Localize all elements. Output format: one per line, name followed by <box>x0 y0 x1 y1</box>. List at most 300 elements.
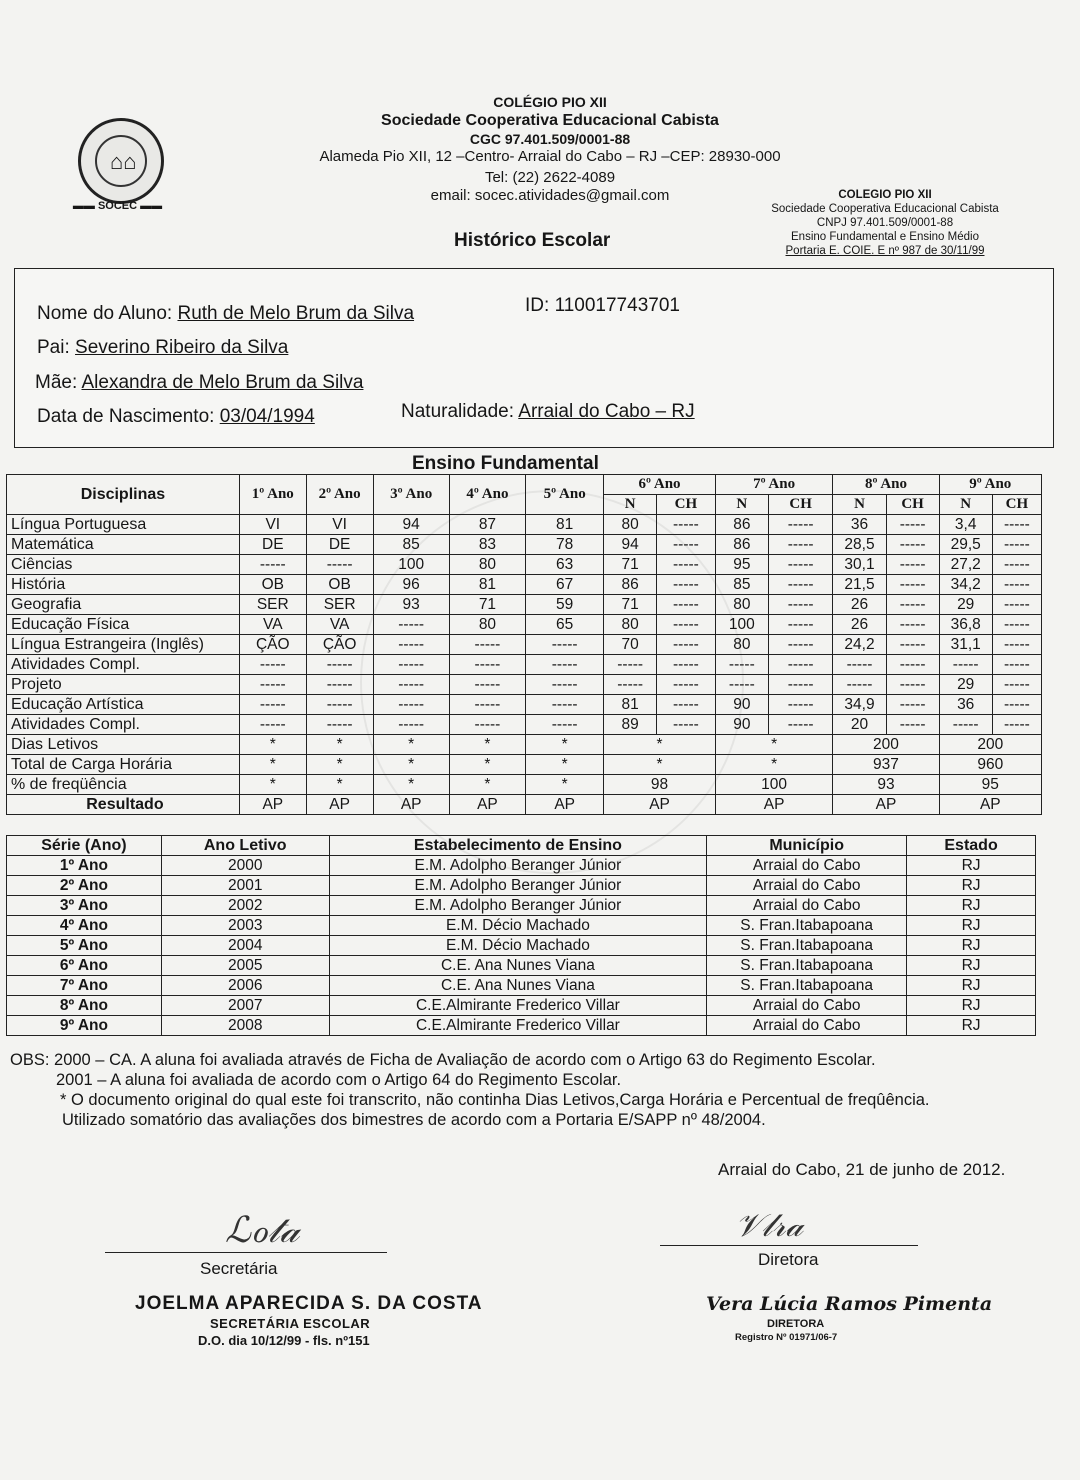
table-row <box>7 715 1042 735</box>
city-cell: S. Fran.Itabapoana <box>707 916 907 936</box>
secretary-registration: D.O. dia 10/12/99 - fls. nº151 <box>198 1333 370 1348</box>
year-cell: 2002 <box>161 896 329 916</box>
grade-cell: ----- <box>992 595 1041 615</box>
grade-cell: ----- <box>526 715 604 735</box>
father-value: Severino Ribeiro da Silva <box>75 337 289 358</box>
obs-line-4: Utilizado somatório das avaliações dos bimestres de acordo com a Portaria E/SAPP nº 48/2004. <box>62 1111 766 1129</box>
grade-cell: ----- <box>657 575 716 595</box>
summary-cell: * <box>526 755 604 775</box>
grade-cell: ----- <box>833 655 886 675</box>
col-estado: Estado <box>907 836 1036 856</box>
birth-label: Data de Nascimento: <box>37 406 215 427</box>
school-cell: C.E. Ana Nunes Viana <box>329 976 707 996</box>
grade-cell: ----- <box>992 635 1041 655</box>
grade-cell: ----- <box>768 715 833 735</box>
table-row <box>7 535 1042 555</box>
grade-cell: 31,1 <box>939 635 992 655</box>
grade-cell: ----- <box>449 675 525 695</box>
grade-cell: 26 <box>833 615 886 635</box>
grade-cell: 65 <box>526 615 604 635</box>
summary-label: Dias Letivos <box>7 735 240 755</box>
table-row <box>7 956 1036 976</box>
table-row <box>7 936 1036 956</box>
serie-cell: 6º Ano <box>7 956 162 976</box>
year-cell: 2001 <box>161 876 329 896</box>
summary-cell: AP <box>526 795 604 815</box>
grade-cell: ----- <box>939 715 992 735</box>
grade-cell: 90 <box>715 695 768 715</box>
year-cell: 2008 <box>161 1016 329 1036</box>
father-label: Pai: <box>37 337 70 358</box>
discipline-name: Língua Estrangeira (Inglês) <box>7 635 240 655</box>
serie-cell: 1º Ano <box>7 856 162 876</box>
summary-cell: * <box>604 735 716 755</box>
grade-cell: 34,2 <box>939 575 992 595</box>
grade-cell: 63 <box>526 555 604 575</box>
grade-cell: SER <box>239 595 306 615</box>
summary-cell: * <box>526 735 604 755</box>
summary-cell: 100 <box>715 775 833 795</box>
grade-cell: 29 <box>939 675 992 695</box>
summary-cell: * <box>526 775 604 795</box>
grade-cell: 90 <box>715 715 768 735</box>
table-row <box>7 755 1042 775</box>
city-cell: Arraial do Cabo <box>707 856 907 876</box>
stamp-line-3: CNPJ 97.401.509/0001-88 <box>816 217 954 229</box>
grade-cell: ----- <box>657 595 716 615</box>
grade-cell: ----- <box>526 635 604 655</box>
grade-cell: 36,8 <box>939 615 992 635</box>
student-name-row <box>37 303 414 325</box>
grade-cell: ----- <box>306 675 373 695</box>
summary-cell: * <box>715 735 833 755</box>
grade-cell: ----- <box>768 695 833 715</box>
discipline-name: Educação Artística <box>7 695 240 715</box>
grade-cell: ----- <box>373 615 449 635</box>
grade-cell: 94 <box>373 515 449 535</box>
grade-cell: 67 <box>526 575 604 595</box>
secretary-role: Secretária <box>200 1259 278 1278</box>
grade-cell: 89 <box>604 715 657 735</box>
grades-body <box>7 515 1042 815</box>
discipline-name: Matemática <box>7 535 240 555</box>
summary-label: Total de Carga Horária <box>7 755 240 775</box>
summary-cell: 200 <box>833 735 939 755</box>
student-id-value: 110017743701 <box>554 295 680 316</box>
schools-body <box>7 856 1036 1036</box>
secretary-signature: ℒℴ𝓉𝒶 <box>225 1210 300 1251</box>
grade-cell: OB <box>306 575 373 595</box>
director-registration: Registro Nº 01971/06-7 <box>735 1332 838 1343</box>
grade-cell: 21,5 <box>833 575 886 595</box>
summary-cell: * <box>604 755 716 775</box>
city-cell: Arraial do Cabo <box>707 996 907 1016</box>
grade-cell: ----- <box>306 655 373 675</box>
grade-cell: 95 <box>715 555 768 575</box>
grade-cell: VA <box>306 615 373 635</box>
col-estabelecimento: Estabelecimento de Ensino <box>329 836 707 856</box>
director-title: DIRETORA <box>767 1318 825 1330</box>
school-cell: E.M. Décio Machado <box>329 916 707 936</box>
grade-cell: 94 <box>604 535 657 555</box>
grade-cell: ÇÃO <box>306 635 373 655</box>
grade-cell: 81 <box>449 575 525 595</box>
school-logo <box>78 118 164 204</box>
summary-cell: * <box>239 735 306 755</box>
serie-cell: 2º Ano <box>7 876 162 896</box>
summary-cell: AP <box>239 795 306 815</box>
obs-line-2: 2001 – A aluna foi avaliada de acordo com o Artigo 64 do Regimento Escolar. <box>56 1071 622 1089</box>
header-phone: Tel: (22) 2622-4089 <box>484 169 616 186</box>
table-row <box>7 675 1042 695</box>
observations <box>10 1050 1070 1130</box>
grade-cell: VI <box>239 515 306 535</box>
summary-cell: * <box>239 775 306 795</box>
grade-cell: ----- <box>657 535 716 555</box>
summary-cell: AP <box>373 795 449 815</box>
secretary-name: JOELMA APARECIDA S. DA COSTA <box>135 1293 483 1314</box>
secretary-title: SECRETÁRIA ESCOLAR <box>210 1316 371 1331</box>
col-year-3: 3º Ano <box>373 475 449 515</box>
student-id-label: ID: <box>525 295 550 316</box>
grade-cell: ----- <box>886 535 939 555</box>
year-cell: 2007 <box>161 996 329 1016</box>
city-cell: S. Fran.Itabapoana <box>707 976 907 996</box>
table-row <box>7 735 1042 755</box>
grade-cell: 80 <box>715 635 768 655</box>
grade-cell: DE <box>239 535 306 555</box>
grade-cell: ----- <box>239 555 306 575</box>
logo-inner-ring <box>95 135 147 187</box>
col-municipio: Município <box>707 836 907 856</box>
grade-cell: ----- <box>992 715 1041 735</box>
grade-cell: ----- <box>715 675 768 695</box>
discipline-name: Ciências <box>7 555 240 575</box>
discipline-name: Língua Portuguesa <box>7 515 240 535</box>
col-ch-6: CH <box>657 495 716 515</box>
grade-cell: 81 <box>604 695 657 715</box>
serie-cell: 3º Ano <box>7 896 162 916</box>
header-cgc: CGC 97.401.509/0001-88 <box>469 131 631 147</box>
grade-cell: ----- <box>768 595 833 615</box>
grade-cell: VI <box>306 515 373 535</box>
school-cell: E.M. Décio Machado <box>329 936 707 956</box>
grade-cell: 20 <box>833 715 886 735</box>
summary-cell: 98 <box>604 775 716 795</box>
schools-table <box>6 835 1036 1036</box>
summary-cell: * <box>306 775 373 795</box>
grade-cell: VA <box>239 615 306 635</box>
grade-cell: ----- <box>992 515 1041 535</box>
grade-cell: ----- <box>657 675 716 695</box>
grade-cell: ----- <box>449 655 525 675</box>
discipline-name: Educação Física <box>7 615 240 635</box>
col-n-6: N <box>604 495 657 515</box>
grade-cell: ----- <box>526 655 604 675</box>
city-cell: Arraial do Cabo <box>707 896 907 916</box>
obs-line-3: * O documento original do qual este foi transcrito, não continha Dias Letivos,Carga Horária e Percentual de freqûência. <box>60 1091 930 1109</box>
grade-cell: 24,2 <box>833 635 886 655</box>
grade-cell: DE <box>306 535 373 555</box>
grade-cell: 30,1 <box>833 555 886 575</box>
grade-cell: 86 <box>604 575 657 595</box>
col-ch-7: CH <box>768 495 833 515</box>
grade-cell: ----- <box>239 715 306 735</box>
summary-cell: AP <box>604 795 716 815</box>
grade-cell: ----- <box>657 555 716 575</box>
grade-cell: ----- <box>306 715 373 735</box>
document-title: Histórico Escolar <box>454 230 611 251</box>
summary-cell: AP <box>306 795 373 815</box>
grade-cell: ----- <box>992 535 1041 555</box>
school-cell: C.E.Almirante Frederico Villar <box>329 1016 707 1036</box>
grade-cell: ----- <box>373 675 449 695</box>
grade-cell: 100 <box>373 555 449 575</box>
grade-cell: ----- <box>306 695 373 715</box>
grade-cell: ----- <box>886 575 939 595</box>
grade-cell: ----- <box>449 715 525 735</box>
table-row <box>7 655 1042 675</box>
grade-cell: ----- <box>768 535 833 555</box>
table-row <box>7 1016 1036 1036</box>
discipline-name: Geografia <box>7 595 240 615</box>
summary-cell: * <box>449 755 525 775</box>
grade-cell: ----- <box>373 695 449 715</box>
col-n-7: N <box>715 495 768 515</box>
col-year-7: 7º Ano <box>715 475 833 495</box>
year-cell: 2004 <box>161 936 329 956</box>
header-society: Sociedade Cooperativa Educacional Cabista <box>381 112 719 129</box>
summary-cell: * <box>306 755 373 775</box>
col-ano-letivo: Ano Letivo <box>161 836 329 856</box>
city-cell: S. Fran.Itabapoana <box>707 936 907 956</box>
table-row <box>7 575 1042 595</box>
col-n-9: N <box>939 495 992 515</box>
school-cell: C.E.Almirante Frederico Villar <box>329 996 707 1016</box>
state-cell: RJ <box>907 996 1036 1016</box>
grade-cell: ----- <box>239 675 306 695</box>
col-year-8: 8º Ano <box>833 475 939 495</box>
grade-cell: ----- <box>373 635 449 655</box>
table-row <box>7 635 1042 655</box>
grade-cell: ----- <box>657 635 716 655</box>
summary-cell: 95 <box>939 775 1041 795</box>
grade-cell: ----- <box>939 655 992 675</box>
logo-band-text: SOCEC <box>97 200 138 212</box>
stamp-line-5: Portaria E. COIE. E nº 987 de 30/11/99 <box>785 245 985 257</box>
summary-cell: 93 <box>833 775 939 795</box>
header-school: COLÉGIO PIO XII <box>493 94 607 110</box>
col-year-1: 1º Ano <box>239 475 306 515</box>
year-cell: 2003 <box>161 916 329 936</box>
grade-cell: 86 <box>715 515 768 535</box>
grade-cell: ----- <box>657 655 716 675</box>
student-name-label: Nome do Aluno: <box>37 303 173 324</box>
grade-cell: 36 <box>833 515 886 535</box>
discipline-name: Projeto <box>7 675 240 695</box>
summary-cell: * <box>373 775 449 795</box>
grade-cell: ----- <box>657 615 716 635</box>
section-title: Ensino Fundamental <box>412 453 599 474</box>
summary-label: % de freqüência <box>7 775 240 795</box>
summary-cell: * <box>239 755 306 775</box>
grade-cell: 28,5 <box>833 535 886 555</box>
grades-head <box>7 475 1042 515</box>
grade-cell: 71 <box>604 555 657 575</box>
origin-row <box>401 401 695 423</box>
summary-cell: AP <box>449 795 525 815</box>
table-row <box>7 795 1042 815</box>
grade-cell: ÇÃO <box>239 635 306 655</box>
grade-cell: 27,2 <box>939 555 992 575</box>
state-cell: RJ <box>907 896 1036 916</box>
grade-cell: ----- <box>239 695 306 715</box>
grades-header-row <box>7 475 1042 495</box>
grade-cell: ----- <box>992 695 1041 715</box>
grade-cell: ----- <box>886 615 939 635</box>
col-n-8: N <box>833 495 886 515</box>
serie-cell: 7º Ano <box>7 976 162 996</box>
grade-cell: 71 <box>604 595 657 615</box>
origin-label: Naturalidade: <box>401 401 515 422</box>
discipline-name: Atividades Compl. <box>7 655 240 675</box>
grade-cell: 59 <box>526 595 604 615</box>
grade-cell: ----- <box>657 715 716 735</box>
grade-cell: ----- <box>657 515 716 535</box>
schools-header-row <box>7 836 1036 856</box>
grade-cell: ----- <box>886 655 939 675</box>
grade-cell: 87 <box>449 515 525 535</box>
grade-cell: ----- <box>992 675 1041 695</box>
grade-cell: ----- <box>886 715 939 735</box>
grade-cell: SER <box>306 595 373 615</box>
grade-cell: 78 <box>526 535 604 555</box>
mother-label: Mãe: <box>35 372 78 393</box>
grade-cell: ----- <box>449 695 525 715</box>
grade-cell: ----- <box>886 595 939 615</box>
year-cell: 2000 <box>161 856 329 876</box>
grade-cell: 80 <box>715 595 768 615</box>
discipline-name: História <box>7 575 240 595</box>
stamp-line-1: COLEGIO PIO XII <box>838 189 932 201</box>
table-row <box>7 996 1036 1016</box>
grade-cell: 85 <box>715 575 768 595</box>
summary-cell: * <box>449 775 525 795</box>
state-cell: RJ <box>907 976 1036 996</box>
grade-cell: 96 <box>373 575 449 595</box>
stamp-line-4: Ensino Fundamental e Ensino Médio <box>791 231 979 243</box>
table-row <box>7 896 1036 916</box>
grade-cell: 83 <box>449 535 525 555</box>
serie-cell: 8º Ano <box>7 996 162 1016</box>
grade-cell: ----- <box>768 655 833 675</box>
grade-cell: 3,4 <box>939 515 992 535</box>
grade-cell: 70 <box>604 635 657 655</box>
grade-cell: ----- <box>604 655 657 675</box>
grade-cell: 100 <box>715 615 768 635</box>
summary-cell: * <box>373 735 449 755</box>
logo-band: ▬▬ SOCEC ▬▬ <box>72 200 163 212</box>
grade-cell: ----- <box>768 675 833 695</box>
summary-label: Resultado <box>7 795 240 815</box>
grade-cell: ----- <box>526 695 604 715</box>
student-info-box <box>14 268 1054 448</box>
grade-cell: ----- <box>657 695 716 715</box>
grade-cell: 80 <box>604 615 657 635</box>
student-id-row <box>525 295 680 317</box>
birth-row <box>37 406 315 428</box>
grade-cell: ----- <box>715 655 768 675</box>
house-icon: ⌂⌂ <box>110 149 137 174</box>
serie-cell: 5º Ano <box>7 936 162 956</box>
col-year-5: 5º Ano <box>526 475 604 515</box>
col-year-2: 2º Ano <box>306 475 373 515</box>
summary-cell: 200 <box>939 735 1041 755</box>
col-year-9: 9º Ano <box>939 475 1041 495</box>
state-cell: RJ <box>907 956 1036 976</box>
grade-cell: ----- <box>768 555 833 575</box>
col-ch-9: CH <box>992 495 1041 515</box>
table-row <box>7 515 1042 535</box>
table-row <box>7 595 1042 615</box>
grade-cell: ----- <box>373 715 449 735</box>
grade-cell: ----- <box>373 655 449 675</box>
state-cell: RJ <box>907 916 1036 936</box>
table-row <box>7 615 1042 635</box>
grade-cell: ----- <box>992 555 1041 575</box>
summary-cell: AP <box>715 795 833 815</box>
father-row <box>37 337 288 359</box>
summary-cell: * <box>715 755 833 775</box>
grade-cell: 93 <box>373 595 449 615</box>
col-disciplinas: Disciplinas <box>7 475 240 515</box>
city-cell: Arraial do Cabo <box>707 1016 907 1036</box>
grade-cell: 34,9 <box>833 695 886 715</box>
grade-cell: ----- <box>306 555 373 575</box>
discipline-name: Atividades Compl. <box>7 715 240 735</box>
director-signature-line <box>660 1245 918 1246</box>
summary-cell: 960 <box>939 755 1041 775</box>
grade-cell: 29,5 <box>939 535 992 555</box>
col-ch-8: CH <box>886 495 939 515</box>
header-address: Alameda Pio XII, 12 –Centro- Arraial do Cabo – RJ –CEP: 28930-000 <box>319 148 781 165</box>
state-cell: RJ <box>907 876 1036 896</box>
grade-cell: ----- <box>886 675 939 695</box>
grade-cell: ----- <box>886 515 939 535</box>
school-cell: E.M. Adolpho Beranger Júnior <box>329 876 707 896</box>
school-cell: E.M. Adolpho Beranger Júnior <box>329 856 707 876</box>
grade-cell: 29 <box>939 595 992 615</box>
grade-cell: ----- <box>526 675 604 695</box>
city-cell: S. Fran.Itabapoana <box>707 956 907 976</box>
city-cell: Arraial do Cabo <box>707 876 907 896</box>
grade-cell: ----- <box>239 655 306 675</box>
grade-cell: ----- <box>886 635 939 655</box>
grade-cell: 85 <box>373 535 449 555</box>
header-email: email: socec.atividades@gmail.com <box>430 187 670 204</box>
obs-line-1: OBS: 2000 – CA. A aluna foi avaliada através de Ficha de Avaliação de acordo com o Artigo 63 do Regimento Escolar. <box>10 1051 876 1069</box>
summary-cell: * <box>373 755 449 775</box>
grade-cell: ----- <box>992 655 1041 675</box>
grade-cell: 80 <box>449 555 525 575</box>
grade-cell: 80 <box>604 515 657 535</box>
mother-row <box>35 372 363 394</box>
director-stamp-name: Vera Lúcia Ramos Pimenta <box>706 1293 993 1315</box>
table-row <box>7 555 1042 575</box>
col-year-6: 6º Ano <box>604 475 716 495</box>
year-cell: 2006 <box>161 976 329 996</box>
grade-cell: ----- <box>833 675 886 695</box>
